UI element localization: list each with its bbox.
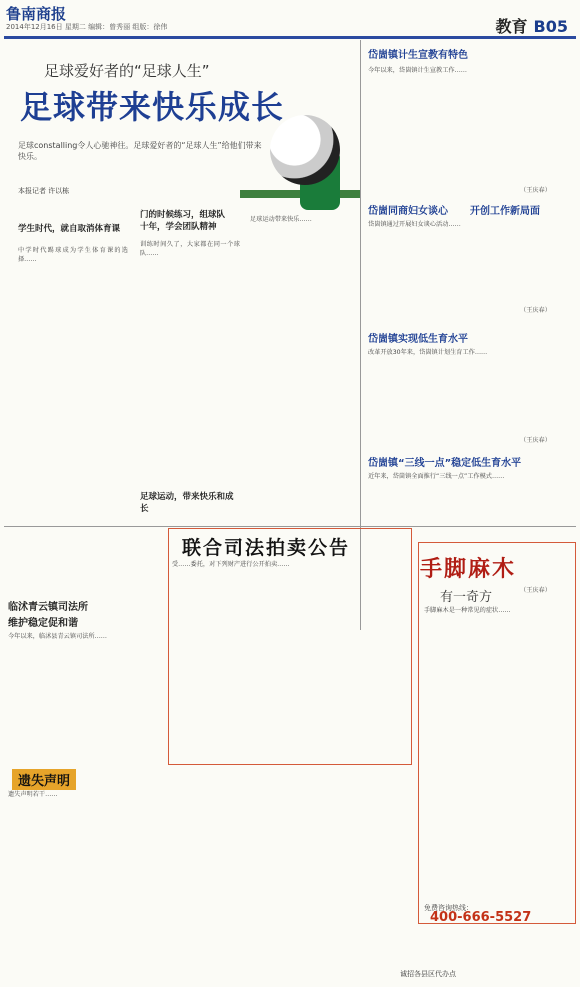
right-item-1-title: 岱崮镇计生宣教有特色 xyxy=(368,50,468,61)
top-rule xyxy=(4,36,576,39)
right-item-5-title: 岱崮镇“三线一点”稳定低生育水平 xyxy=(368,458,522,469)
footer-recruit: 诚招各县区代办点 xyxy=(400,970,456,978)
story-lead: 足球constalling令人心驰神往。足球爱好者的“足球人生”给他们带来快乐。 xyxy=(18,141,262,161)
right-item-2-body: 岱崮镇通过开展妇女谈心活动…… xyxy=(368,221,461,228)
section-label: 教育 B05 xyxy=(495,17,568,36)
sidebar-title-1: 临沭青云镇司法所 xyxy=(8,602,88,613)
subhead-1: 学生时代，就自取消体育课 xyxy=(18,224,121,234)
sidebar-title-2: 维护稳定促和谐 xyxy=(8,618,78,629)
date: 2014年12月16日 xyxy=(6,23,63,31)
right-item-4-title: 岱崮镇实现低生育水平 xyxy=(368,334,468,345)
right-item-4-body: 改革开放30年来，岱崮镇计划生育工作…… xyxy=(368,349,488,356)
football-icon xyxy=(270,115,340,185)
right-item-1-author: （王庆春） xyxy=(520,187,551,194)
auction-title: 联合司法拍卖公告 xyxy=(182,537,351,559)
masthead-title: 鲁南商报 xyxy=(6,5,67,23)
ad-phone-label: 免费咨询热线： xyxy=(424,904,473,912)
design: 组版：徐伟 xyxy=(132,23,168,31)
right-item-5-body: 近年来，岱崮镇全面推行“三线一点”工作模式…… xyxy=(368,473,505,480)
sidebar-body: 今年以来，临沭县青云镇司法所…… xyxy=(8,633,107,640)
dateline xyxy=(6,22,167,32)
page-number: B05 xyxy=(533,17,568,36)
right-item-2-author: （王庆春） xyxy=(520,307,551,314)
weekday: 星期二 xyxy=(64,23,86,31)
story-byline: 本报记者 许以栋 xyxy=(18,187,70,195)
auction-body: 受……委托，对下列财产进行公开拍卖…… xyxy=(172,561,290,568)
story-column-1: 中学时代踢球成为学生体育课的选择…… xyxy=(18,247,128,263)
right-item-4-author: （王庆春） xyxy=(520,437,551,444)
ad-subtitle: 有一奇方 xyxy=(440,590,493,605)
ad-title: 手脚麻木 xyxy=(420,557,517,582)
story-column-3: 足球运动带来快乐…… xyxy=(250,216,312,223)
story-column-2: 训练时间久了，大家都在同一个球队…… xyxy=(140,241,240,257)
right-item-1-body: 今年以来，岱崮镇计生宣教工作…… xyxy=(368,67,467,74)
subhead-2: 门的时候练习，组球队十年，学会团队精神 xyxy=(140,210,226,232)
ad-phone: 400-666-5527 xyxy=(430,910,532,925)
editor: 编辑：曾秀丽 xyxy=(88,23,131,31)
story-headline: 足球带来快乐成长 xyxy=(20,88,285,126)
subhead-3: 足球运动，带来快乐和成长 xyxy=(140,492,234,514)
story-kicker: 足球爱好者的“足球人生” xyxy=(44,62,210,80)
notice-title: 遗失声明 xyxy=(12,769,76,790)
right-item-5-author: （王庆春） xyxy=(520,587,551,594)
notice-body: 遗失声明若干…… xyxy=(8,791,58,798)
right-item-2-title: 岱崮同商妇女谈心 xyxy=(368,206,448,217)
ad-body: 手脚麻木是一种常见的症状…… xyxy=(424,607,511,614)
right-item-3-title: 开创工作新局面 xyxy=(470,206,540,217)
divider-horizontal xyxy=(4,526,576,527)
